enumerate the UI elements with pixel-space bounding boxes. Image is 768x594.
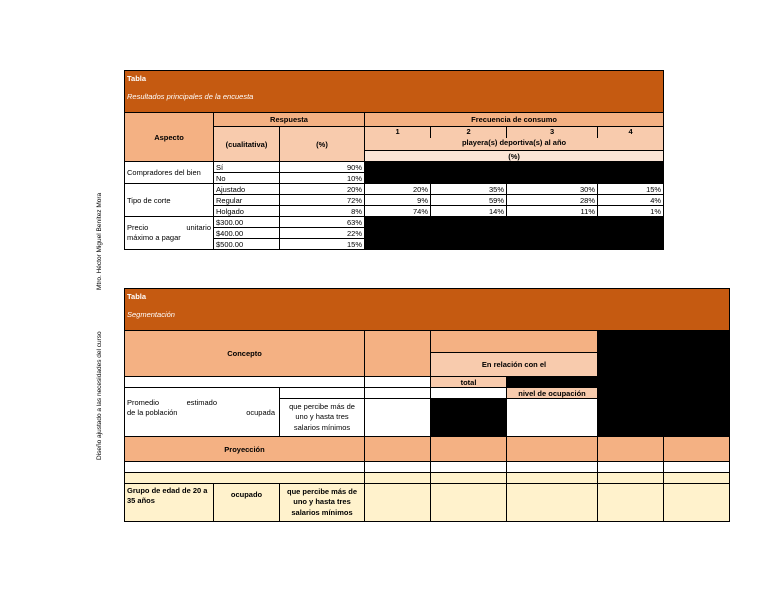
resp-cell: $300.00 xyxy=(214,217,280,228)
freq-cell: 74% xyxy=(365,206,431,217)
author-side-text: Mtro. Héctor Miguel Benítez Mora xyxy=(96,192,103,290)
freq-cell: 15% xyxy=(598,184,664,195)
compradores-label: Compradores del bien xyxy=(125,162,214,184)
precio-label-c: máximo a pagar xyxy=(127,233,181,242)
freq-cell: 59% xyxy=(431,195,507,206)
pct-cell: 8% xyxy=(280,206,365,217)
empty-cell xyxy=(664,473,730,484)
empty-cell xyxy=(507,399,598,437)
freq-cell: 4% xyxy=(598,195,664,206)
freq-cell: 28% xyxy=(507,195,598,206)
freq-4: 4 xyxy=(628,127,633,136)
precio-label xyxy=(125,217,214,250)
empty-cell xyxy=(280,388,365,399)
empty-cell xyxy=(664,462,730,473)
promedio-b: estimado xyxy=(186,398,217,407)
grupo-label: Grupo de edad de 20 a 35 años xyxy=(125,484,214,522)
header-blank xyxy=(598,437,664,462)
pct-cell: 10% xyxy=(280,173,365,184)
pct-cell: 72% xyxy=(280,195,365,206)
freq-1: 1 xyxy=(365,127,431,138)
respuesta-header: Respuesta xyxy=(214,113,365,127)
freq-cell: 20% xyxy=(365,184,431,195)
header-blank xyxy=(664,437,730,462)
pct-cell: 15% xyxy=(280,239,365,250)
empty-cell xyxy=(598,462,664,473)
aspecto-header: Aspecto xyxy=(125,113,214,162)
empty-cell xyxy=(507,473,598,484)
nivel-header: nivel de ocupación xyxy=(507,388,598,399)
empty-cell xyxy=(125,377,365,388)
table2-caption: Segmentación xyxy=(127,310,175,319)
empty-cell xyxy=(365,399,431,437)
segmentation-table xyxy=(124,288,730,522)
header-blank xyxy=(365,437,431,462)
empty-cell xyxy=(365,462,431,473)
resp-cell: Sí xyxy=(214,162,280,173)
resp-cell: Regular xyxy=(214,195,280,206)
ocupado-label: ocupado xyxy=(214,484,280,522)
empty-cell xyxy=(507,484,598,522)
header-blank xyxy=(507,437,598,462)
header-blank xyxy=(431,437,507,462)
empty-cell xyxy=(598,473,664,484)
freq-cell: 1% xyxy=(598,206,664,217)
frecuencia-header: Frecuencia de consumo xyxy=(365,113,664,127)
empty-cell xyxy=(507,462,598,473)
empty-cell xyxy=(365,484,431,522)
empty-cell xyxy=(431,473,507,484)
pct-cell: 63% xyxy=(280,217,365,228)
survey-results-table xyxy=(124,70,664,250)
resp-cell: No xyxy=(214,173,280,184)
blacked-cell xyxy=(431,399,507,437)
header-blank xyxy=(431,331,598,353)
blacked-cell xyxy=(365,162,664,184)
blacked-cell xyxy=(365,217,664,250)
en-relacion-header: En relación con el xyxy=(431,353,598,377)
empty-cell xyxy=(365,377,431,388)
empty-cell xyxy=(664,484,730,522)
pct2-header: (%) xyxy=(365,151,664,162)
freq-cell: 9% xyxy=(365,195,431,206)
table2-label: Tabla xyxy=(127,292,147,301)
freq-2: 2 xyxy=(466,127,471,136)
promedio-a: Promedio xyxy=(127,398,160,407)
header-blank xyxy=(365,331,431,377)
blacked-cell xyxy=(507,377,598,388)
resp-cell: Ajustado xyxy=(214,184,280,195)
cualitativa-header: (cualitativa) xyxy=(214,127,280,162)
table2-title xyxy=(125,289,730,331)
empty-cell xyxy=(431,462,507,473)
table1-label: Tabla xyxy=(127,74,147,83)
salarios-label: que percibe más de uno y hasta tres salarios mínimos xyxy=(280,399,365,437)
freq-cell: 35% xyxy=(431,184,507,195)
pct-header: (%) xyxy=(280,127,365,162)
freq-cell: 14% xyxy=(431,206,507,217)
empty-cell xyxy=(431,484,507,522)
pct-cell: 22% xyxy=(280,228,365,239)
pct-cell: 20% xyxy=(280,184,365,195)
freq-cell: 11% xyxy=(507,206,598,217)
precio-label-b: unitario xyxy=(186,222,211,232)
promedio-c: de la población xyxy=(127,408,178,418)
resp-cell: Holgado xyxy=(214,206,280,217)
proyeccion-header: Proyección xyxy=(125,437,365,462)
freq-3: 3 xyxy=(506,127,598,138)
salarios2-label: que percibe más de uno y hasta tres salarios mínimos xyxy=(280,484,365,522)
empty-cell xyxy=(125,473,365,484)
empty-cell xyxy=(598,484,664,522)
precio-label-a: Precio xyxy=(127,222,149,232)
empty-cell xyxy=(365,388,431,399)
blacked-cell xyxy=(598,331,730,437)
empty-cell xyxy=(431,388,507,399)
resp-cell: $400.00 xyxy=(214,228,280,239)
course-side-text: Diseño ajustado a las necesidades del curso xyxy=(96,331,103,460)
total-header: total xyxy=(431,377,507,388)
playeras-header: playera(s) deportiva(s) al año xyxy=(461,138,567,147)
empty-cell xyxy=(125,462,365,473)
freq-subheader xyxy=(365,127,664,151)
table1-caption: Resultados principales de la encuesta xyxy=(127,92,254,101)
table1-title xyxy=(125,71,664,113)
empty-cell xyxy=(365,473,431,484)
concepto-header: Concepto xyxy=(125,331,365,377)
ocupada-label: ocupada xyxy=(246,408,275,418)
promedio-label xyxy=(125,388,280,437)
corte-label: Tipo de corte xyxy=(125,184,214,217)
resp-cell: $500.00 xyxy=(214,239,280,250)
freq-cell: 30% xyxy=(507,184,598,195)
pct-cell: 90% xyxy=(280,162,365,173)
